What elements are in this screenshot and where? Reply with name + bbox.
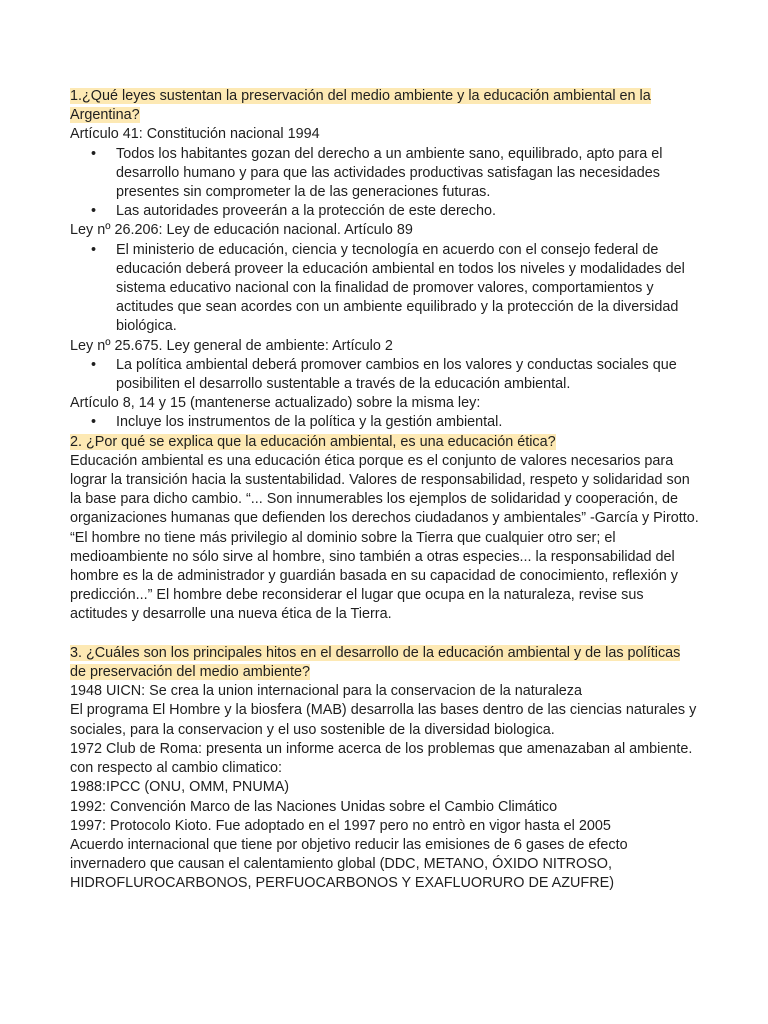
law-3-bullets xyxy=(70,356,700,394)
spacer xyxy=(70,625,700,644)
law-4-title: Artículo 8, 14 y 15 (mantenerse actualizado) sobre la misma ley: xyxy=(70,395,481,412)
list-item xyxy=(70,356,700,394)
question-2-text: 2. ¿Por qué se explica que la educación ambiental, es una educación ética? xyxy=(70,433,556,450)
bullet-icon: • xyxy=(91,241,97,258)
list-item-text: El ministerio de educación, ciencia y tecnología en acuerdo con el consejo federal de educación deberá proveer la educación ambiental en todos los niveles y modalidades del sistema educativo nacional con la finalidad de promover valores, comportamientos y actitudes que sean acordes con un ambiente equilibrado y la protección de la diversidad biológica. xyxy=(116,241,685,335)
list-item-text: Incluye los instrumentos de la política y la gestión ambiental. xyxy=(116,414,503,431)
question-2 xyxy=(70,433,700,452)
list-item xyxy=(70,145,700,203)
question-3-text: 3. ¿Cuáles son los principales hitos en el desarrollo de la educación ambiental y de las políticas de preservación del medio ambiente? xyxy=(70,644,681,681)
milestone-line: El programa El Hombre y la biosfera (MAB) desarrolla las bases dentro de las ciencias naturales y sociales, para la conservacion y el uso sostenible de la diversidad biologica. xyxy=(70,702,697,738)
bullet-icon: • xyxy=(91,145,97,162)
question-1 xyxy=(70,87,700,125)
law-2-title: Ley nº 26.206: Ley de educación nacional. Artículo 89 xyxy=(70,222,413,239)
milestone-line: con respecto al cambio climatico: xyxy=(70,760,282,777)
answer-2: Educación ambiental es una educación ética porque es el conjunto de valores necesarios para lograr la transición hacia la sustentabilidad. Valores de responsabilidad, respeto y solidaridad son la base para dicho cambio. “... Son innumerables los ejemplos de solidaridad y cooperación, de organizaciones humanas que defienden los derechos ciudadanos y ambientales” -García y Pirotto. “El hombre no tiene más privilegio al dominio sobre la Tierra que cualquier otro ser; el medioambiente no sólo sirve al hombre, sino también a otras especies... la responsabilidad del hombre es la de administrador y guardián basada en su capacidad de conocimiento, reflexión y predicción...” El hombre debe reconsiderar el lugar que ocupa en la naturaleza, revise sus actitudes y desarrolle una nueva ética de la Tierra. xyxy=(70,452,699,623)
question-1-text: 1.¿Qué leyes sustentan la preservación del medio ambiente y la educación ambiental en la Argentina? xyxy=(70,88,651,124)
milestone-line: 1988:IPCC (ONU, OMM, PNUMA) xyxy=(70,779,290,796)
milestone-line: 1997: Protocolo Kioto. Fue adoptado en el 1997 pero no entrò en vigor hasta el 2005 xyxy=(70,817,611,834)
list-item-text: Las autoridades proveerán a la protección de este derecho. xyxy=(116,203,497,220)
law-1-title: Artículo 41: Constitución nacional 1994 xyxy=(70,126,320,143)
milestone-line: 1948 UICN: Se crea la union internacional para la conservacion de la naturaleza xyxy=(70,683,582,700)
bullet-icon: • xyxy=(91,414,97,431)
document-page xyxy=(70,87,700,894)
milestone-line: 1992: Convención Marco de las Naciones Unidas sobre el Cambio Climático xyxy=(70,798,558,815)
list-item-text: Todos los habitantes gozan del derecho a un ambiente sano, equilibrado, apto para el desarrollo humano y para que las actividades productivas satisfagan las necesidades presentes sin comprometer la de las generaciones futuras. xyxy=(116,145,663,201)
list-item xyxy=(70,202,700,221)
law-2-bullets xyxy=(70,241,700,337)
law-4-bullets xyxy=(70,413,700,432)
bullet-icon: • xyxy=(91,356,97,373)
bullet-icon: • xyxy=(91,203,97,220)
list-item-text: La política ambiental deberá promover cambios en los valores y conductas sociales que posibiliten el desarrollo sustentable a través de la educación ambiental. xyxy=(116,356,677,393)
list-item xyxy=(70,413,700,432)
list-item xyxy=(70,241,700,337)
milestone-line: 1972 Club de Roma: presenta un informe acerca de los problemas que amenazaban al ambiente. xyxy=(70,740,693,757)
law-1-bullets xyxy=(70,145,700,222)
law-3-title: Ley nº 25.675. Ley general de ambiente: Artículo 2 xyxy=(70,337,393,354)
milestone-line: Acuerdo internacional que tiene por objetivo reducir las emisiones de 6 gases de efecto invernadero que causan el calentamiento global (DDC, METANO, ÓXIDO NITROSO, HIDROFLUROCARBONOS, PERFUOCARBONOS Y EXAFLUORURO DE AZUFRE) xyxy=(70,836,628,892)
question-3 xyxy=(70,644,700,682)
